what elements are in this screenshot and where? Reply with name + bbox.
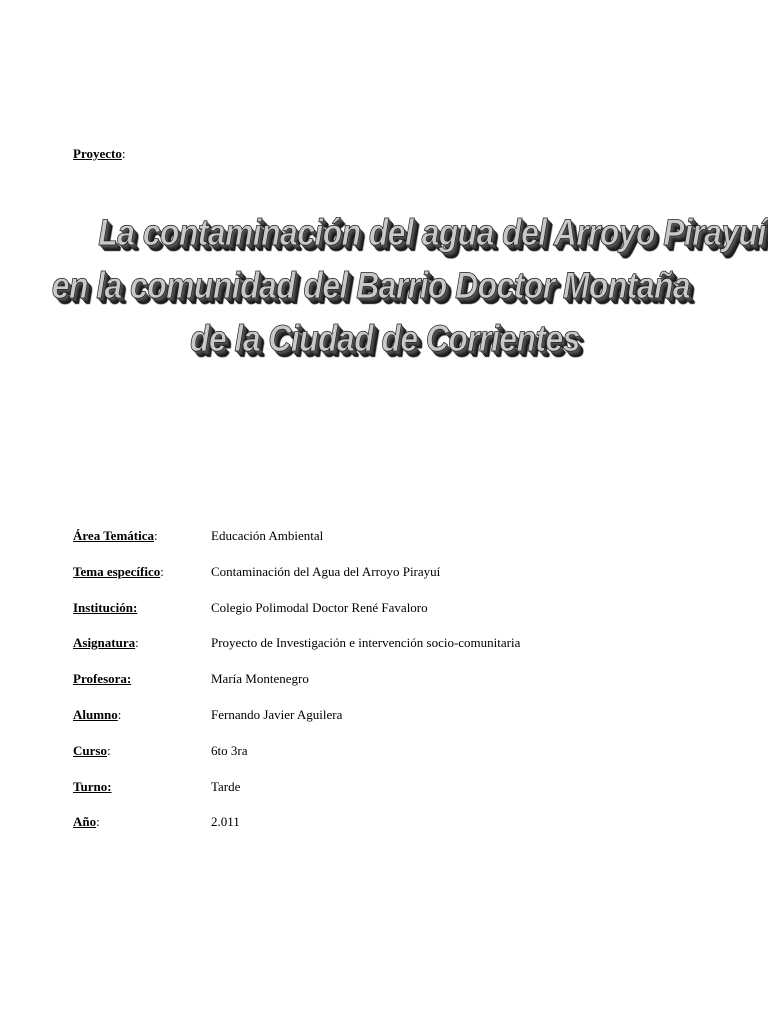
field-label-suffix: :	[154, 528, 158, 543]
field-alumno	[73, 706, 713, 742]
field-turno	[73, 778, 713, 814]
field-area-tematica	[73, 527, 713, 563]
field-label	[73, 813, 100, 830]
field-asignatura	[73, 634, 713, 670]
field-label-text: Curso	[73, 742, 107, 758]
field-label	[73, 706, 121, 723]
project-title-line-1: La contaminación del agua del Arroyo Pirayuí	[98, 212, 766, 253]
project-title-line-2: en la comunidad del Barrio Doctor Montaña	[51, 265, 691, 306]
field-label-suffix: :	[117, 706, 122, 722]
field-value: Educación Ambiental	[211, 528, 324, 543]
field-value: María Montenegro	[211, 671, 309, 687]
field-label-suffix: :	[135, 635, 139, 651]
field-label-text: Año	[73, 814, 97, 830]
field-curso	[73, 742, 713, 778]
field-label-suffix: :	[106, 742, 111, 758]
project-title-line-3: de la Ciudad de Corrientes	[190, 318, 580, 359]
project-label-colon: :	[121, 146, 126, 161]
field-value: Contaminación del Agua del Arroyo Pirayuí	[211, 563, 441, 579]
field-label	[73, 599, 137, 616]
field-value: Colegio Polimodal Doctor René Favaloro	[211, 599, 428, 615]
project-details	[73, 527, 713, 849]
field-label-text: Profesora:	[73, 671, 132, 687]
field-label-text: Área Temática	[73, 528, 154, 543]
field-label	[73, 634, 139, 651]
field-value: 6to 3ra	[211, 742, 248, 758]
project-label-key: Proyecto	[73, 146, 122, 161]
field-value: Fernando Javier Aguilera	[211, 706, 343, 722]
field-label	[73, 778, 112, 795]
field-institucion	[73, 599, 713, 635]
project-title	[40, 206, 766, 365]
field-profesora	[73, 670, 713, 706]
field-label	[73, 563, 164, 580]
field-label-text: Alumno	[73, 706, 118, 722]
field-tema-especifico	[73, 563, 713, 599]
field-value: Proyecto de Investigación e intervención socio-comunitaria	[211, 635, 521, 651]
field-label-text: Asignatura	[73, 635, 136, 651]
field-label-suffix: :	[96, 814, 100, 830]
field-label-text: Tema específico	[73, 563, 161, 579]
project-label	[73, 146, 125, 162]
field-value: 2.011	[211, 814, 240, 830]
field-label	[73, 742, 111, 759]
field-label-suffix: :	[160, 563, 164, 579]
field-label	[73, 670, 131, 687]
field-value: Tarde	[211, 778, 241, 794]
field-label-text: Institución:	[73, 599, 138, 615]
field-label-text: Turno:	[73, 778, 112, 794]
field-label	[73, 527, 158, 544]
field-ano	[73, 813, 713, 849]
